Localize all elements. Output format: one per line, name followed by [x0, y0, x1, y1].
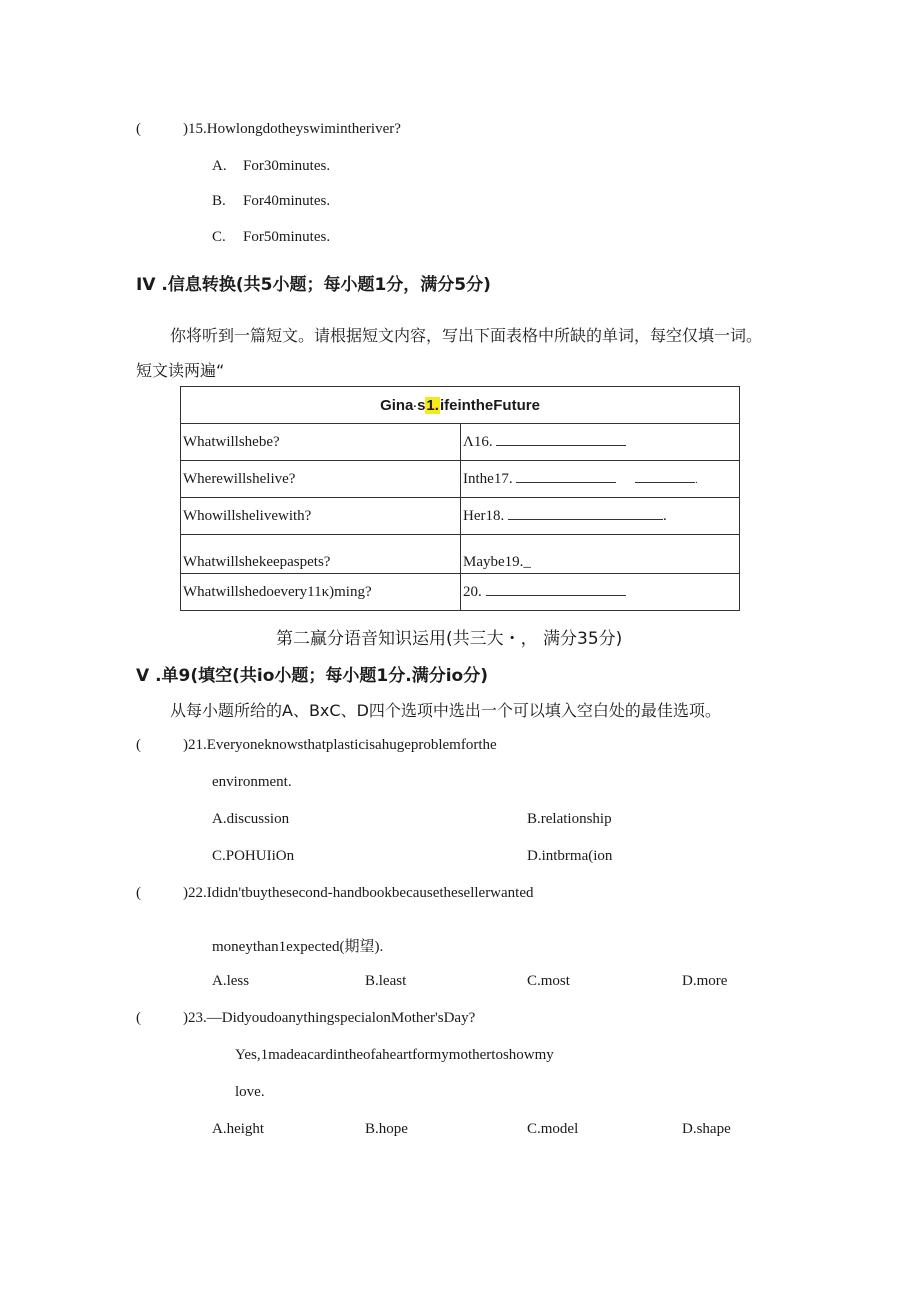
q23-question: )23.—DidyoudoanythingspecialonMother'sDay? — [183, 1010, 476, 1026]
q22-option-a[interactable]: A.less — [212, 973, 250, 989]
row-answer[interactable]: Inthe17. . — [461, 461, 740, 498]
q21-option-c[interactable]: C.POHUIiOn — [212, 848, 295, 864]
section4-instruction-line2: 短文读两遍“ — [136, 361, 225, 380]
table-row — [181, 535, 740, 574]
table-row — [181, 424, 740, 461]
table-title: Gina·s1.ifeintheFuture — [181, 387, 740, 424]
row-question: Wherewillshelive? — [181, 461, 461, 498]
table-row — [181, 574, 740, 611]
section4-instruction-line1: 你将听到一篇短文。请根据短文内容，写出下面表格中所缺的单词，每空仅填一词。 — [170, 326, 763, 345]
part2-title: 第二赢分语音知识运用(共三大・， 满分35分) — [276, 629, 623, 649]
q21-continuation: environment. — [212, 774, 292, 790]
row-question: Whatwillshebe? — [181, 424, 461, 461]
q23-continuation-1: Yes,1madeacardintheofaheartformymothertoshowmy — [235, 1047, 554, 1063]
q22-paren[interactable]: ( — [136, 885, 141, 901]
q23-paren[interactable]: ( — [136, 1010, 141, 1026]
highlight-mark: 1. — [426, 396, 439, 414]
q21-paren[interactable]: ( — [136, 737, 141, 753]
q23-continuation-2: love. — [235, 1084, 265, 1100]
row-answer[interactable]: Λ16. — [461, 424, 740, 461]
q21-option-a[interactable]: A.discussion — [212, 811, 290, 827]
table-row — [181, 461, 740, 498]
q15-option-c-text[interactable]: For50minutes. — [243, 229, 331, 245]
q15-option-b-letter: B. — [212, 193, 226, 209]
table-row — [181, 498, 740, 535]
q23-option-a[interactable]: A.height — [212, 1121, 265, 1137]
q15-paren[interactable]: ( — [136, 121, 141, 137]
section5-heading: V .单9(填空(共io小题；每小题1分.满分io分) — [136, 666, 488, 686]
q22-option-d[interactable]: D.more — [682, 973, 728, 989]
q23-option-d[interactable]: D.shape — [682, 1121, 731, 1137]
section5-instruction: 从每小题所给的A、BxC、D四个选项中选出一个可以填入空白处的最佳选项。 — [170, 701, 721, 720]
q23-option-c[interactable]: C.model — [527, 1121, 579, 1137]
q21-option-d[interactable]: D.intbrma(ion — [527, 848, 613, 864]
q15-option-b-text[interactable]: For40minutes. — [243, 193, 331, 209]
row-question: Whowillshelivewith? — [181, 498, 461, 535]
q15-option-a-letter: A. — [212, 158, 227, 174]
q22-continuation: moneythan1expected(期望). — [212, 939, 384, 955]
q15-option-c-letter: C. — [212, 229, 226, 245]
q22-option-b[interactable]: B.least — [365, 973, 407, 989]
row-answer[interactable]: Her18. . — [461, 498, 740, 535]
row-answer[interactable]: Maybe19._ — [461, 535, 740, 574]
q21-question: )21.Everyoneknowsthatplasticisahugeproblemforthe — [183, 737, 497, 753]
row-answer[interactable]: 20. — [461, 574, 740, 611]
info-table — [180, 386, 740, 611]
q23-option-b[interactable]: B.hope — [365, 1121, 408, 1137]
row-question: Whatwillshedoevery11κ)ming? — [181, 574, 461, 611]
q22-question: )22.Ididn'tbuythesecond-handbookbecausethesellerwanted — [183, 885, 534, 901]
q15-option-a-text[interactable]: For30minutes. — [243, 158, 331, 174]
q21-option-b[interactable]: B.relationship — [527, 811, 612, 827]
q15-question: )15.Howlongdotheyswimintheriver? — [183, 121, 401, 137]
row-question: Whatwillshekeepaspets? — [181, 535, 461, 574]
section4-heading: IV .信息转换(共5小题；每小题1分，满分5分) — [136, 275, 491, 295]
q22-option-c[interactable]: C.most — [527, 973, 570, 989]
